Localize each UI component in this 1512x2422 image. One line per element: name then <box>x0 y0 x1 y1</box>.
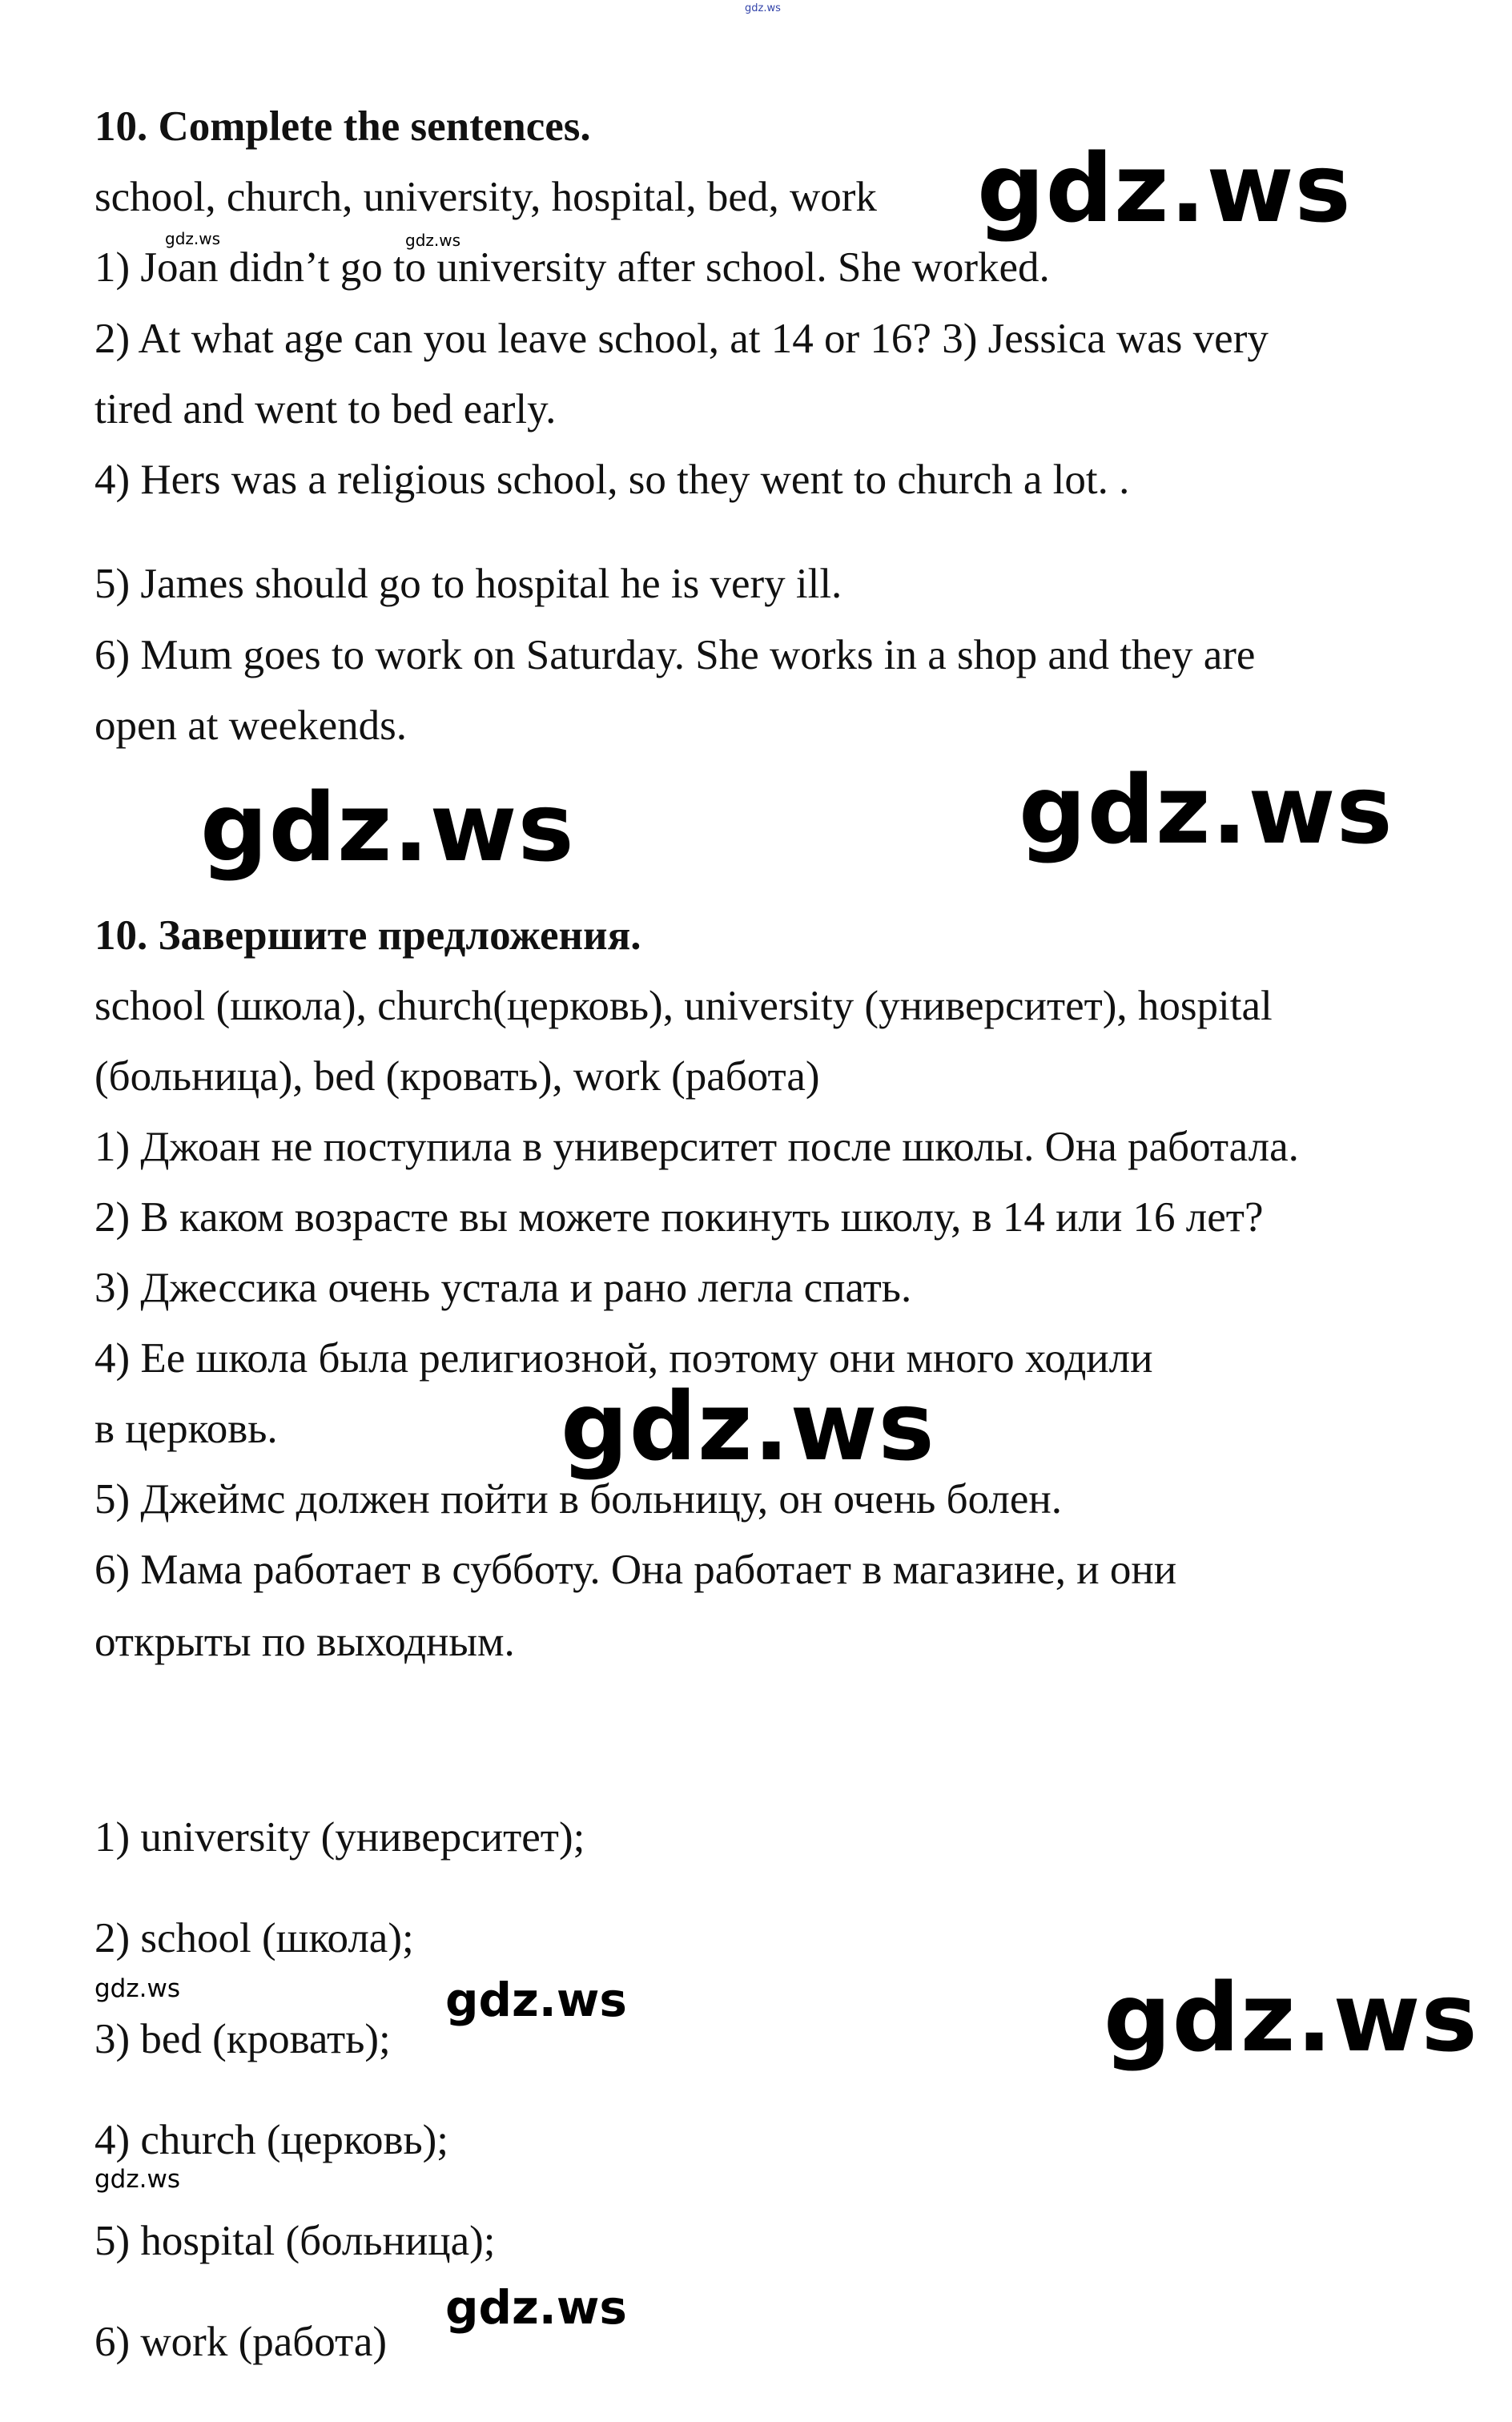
russian-word-bank-2: (больница), bed (кровать), work (работа) <box>94 1053 820 1100</box>
answer-6: 6) work (работа) <box>94 2319 387 2365</box>
russian-line-4: 4) Ее школа была религиозной, поэтому они много ходили <box>94 1335 1153 1382</box>
answer-3: 3) bed (кровать); <box>94 2016 391 2062</box>
watermark-small-1: gdz.ws <box>165 229 221 248</box>
english-line-4: 4) Hers was a religious school, so they went to church a lot. . <box>94 457 1130 503</box>
watermark-small-3: gdz.ws <box>94 1974 180 2003</box>
english-line-3: tired and went to bed early. <box>94 386 557 432</box>
watermark-large-bottom: gdz.ws <box>1104 1962 1478 2073</box>
russian-line-5: в церковь. <box>94 1406 278 1452</box>
watermark-large-top: gdz.ws <box>977 133 1352 243</box>
russian-line-8: открыты по выходным. <box>94 1619 515 1665</box>
watermark-medium-1: gdz.ws <box>445 1973 627 2027</box>
watermark-small-2: gdz.ws <box>405 231 461 250</box>
english-line-2: 2) At what age can you leave school, at 14 or 16? 3) Jessica was very <box>94 316 1269 362</box>
russian-word-bank-1: school (школа), church(церковь), university (университет), hospital <box>94 983 1273 1029</box>
english-line-5: 5) James should go to hospital he is very ill. <box>94 561 842 607</box>
answer-2: 2) school (школа); <box>94 1915 414 1961</box>
watermark-large-right: gdz.ws <box>1019 754 1393 865</box>
russian-heading: 10. Завершите предложения. <box>94 912 641 959</box>
english-line-7: open at weekends. <box>94 702 407 749</box>
russian-line-3: 3) Джессика очень устала и рано легла спать. <box>94 1265 912 1311</box>
russian-line-7: 6) Мама работает в субботу. Она работает в магазине, и они <box>94 1547 1177 1593</box>
russian-line-1: 1) Джоан не поступила в университет после школы. Она работала. <box>94 1124 1299 1170</box>
watermark-top: gdz.ws <box>745 2 781 14</box>
watermark-medium-2: gdz.ws <box>445 2280 627 2335</box>
english-line-1: 1) Joan didn’t go to university after school. She worked. <box>94 244 1050 291</box>
english-word-bank: school, church, university, hospital, bed, work <box>94 174 877 220</box>
english-heading: 10. Complete the sentences. <box>94 103 591 150</box>
answer-5: 5) hospital (больница); <box>94 2218 496 2264</box>
russian-line-2: 2) В каком возрасте вы можете покинуть школу, в 14 или 16 лет? <box>94 1194 1264 1241</box>
english-line-6: 6) Mum goes to work on Saturday. She works in a shop and they are <box>94 632 1256 678</box>
answer-4: 4) church (церковь); <box>94 2117 449 2163</box>
russian-line-6: 5) Джеймс должен пойти в больницу, он очень болен. <box>94 1476 1062 1523</box>
watermark-small-4: gdz.ws <box>94 2165 180 2194</box>
watermark-large-center: gdz.ws <box>561 1371 935 1482</box>
answer-1: 1) university (университет); <box>94 1814 585 1861</box>
watermark-large-left: gdz.ws <box>200 772 575 883</box>
